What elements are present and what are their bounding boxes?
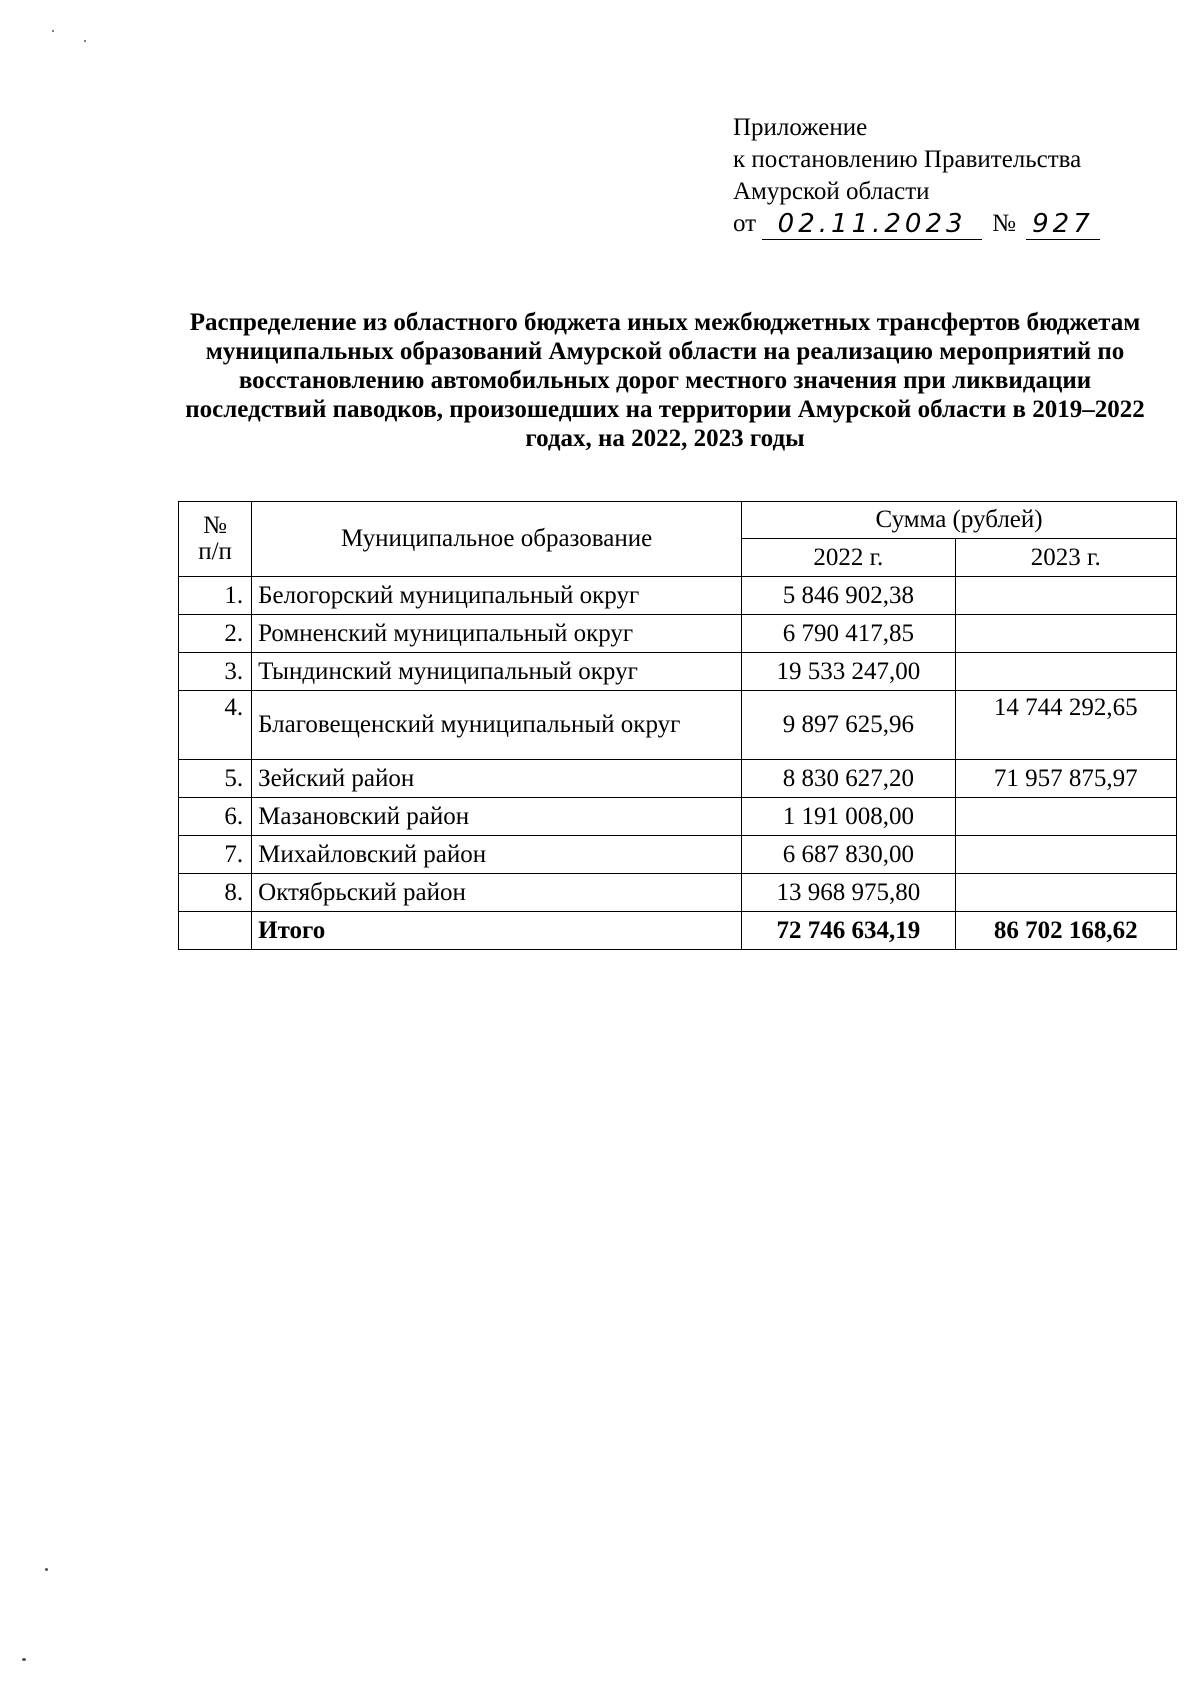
- appendix-line-2: к постановлению Правительства: [733, 146, 1082, 173]
- row-sum-2022: 6 687 830,00: [742, 836, 955, 874]
- row-sum-2022: 9 897 625,96: [742, 691, 955, 760]
- number-prefix: №: [992, 210, 1016, 237]
- row-municipality: Ромненский муниципальный округ: [252, 615, 742, 653]
- col-number-pp: п/п: [198, 538, 232, 565]
- row-number: 2.: [179, 615, 252, 653]
- row-municipality: Зейский район: [252, 760, 742, 798]
- row-sum-2023: [955, 874, 1176, 912]
- date-prefix: от: [733, 210, 757, 237]
- table-row: [179, 691, 1177, 760]
- row-number: 8.: [179, 874, 252, 912]
- row-sum-2022: 19 533 247,00: [742, 653, 955, 691]
- handwritten-date: 02.11.2023: [762, 209, 982, 240]
- document-title: Распределение из областного бюджета иных межбюджетных трансфертов бюджетам муниципальных образований Амурской области на реализацию мероприятий по восстановлению автомобильных дорог местного значения при ликвидации последствий паводков, произошедших на территории Амурской области в 2019–2022 годах, на 2022, 2023 годы: [185, 309, 1145, 452]
- row-sum-2023: [955, 836, 1176, 874]
- row-sum-2023: [955, 653, 1176, 691]
- table-row: [179, 653, 1177, 691]
- row-sum-2023: 71 957 875,97: [955, 760, 1176, 798]
- row-sum-2022: 5 846 902,38: [742, 577, 955, 615]
- table-row: [179, 798, 1177, 836]
- row-sum-2022: 6 790 417,85: [742, 615, 955, 653]
- row-sum-2022: 8 830 627,20: [742, 760, 955, 798]
- table-row: [179, 760, 1177, 798]
- handwritten-number: 927: [1026, 209, 1100, 240]
- row-number: 6.: [179, 798, 252, 836]
- table-row: [179, 874, 1177, 912]
- col-number-sign: №: [203, 512, 227, 539]
- total-number-cell: [179, 912, 252, 950]
- table-row: [179, 577, 1177, 615]
- table-row: [179, 836, 1177, 874]
- row-sum-2023: [955, 577, 1176, 615]
- row-number: 5.: [179, 760, 252, 798]
- row-sum-2023: [955, 798, 1176, 836]
- row-number: 4.: [179, 691, 252, 760]
- table-header: [179, 502, 1177, 577]
- distribution-table: [178, 501, 1177, 950]
- row-municipality: Михайловский район: [252, 836, 742, 874]
- total-sum-2023: 86 702 168,62: [955, 912, 1176, 950]
- row-number: 3.: [179, 653, 252, 691]
- appendix-date-number-line: [733, 208, 1100, 240]
- row-municipality: Мазановский район: [252, 798, 742, 836]
- table-row: [179, 615, 1177, 653]
- row-sum-2022: 13 968 975,80: [742, 874, 955, 912]
- row-sum-2023: 14 744 292,65: [955, 691, 1176, 760]
- row-sum-2023: [955, 615, 1176, 653]
- col-2022-header: 2022 г.: [742, 539, 955, 577]
- row-municipality: Октябрьский район: [252, 874, 742, 912]
- row-sum-2022: 1 191 008,00: [742, 798, 955, 836]
- appendix-line-1: Приложение: [733, 114, 868, 141]
- scan-speck: [84, 40, 86, 42]
- appendix-header: [733, 112, 1100, 240]
- row-number: 7.: [179, 836, 252, 874]
- scan-speck: [45, 1568, 48, 1571]
- appendix-line-3: Амурской области: [733, 178, 930, 205]
- scan-speck: [22, 1658, 26, 1661]
- col-number-header: [179, 502, 252, 577]
- row-municipality: Белогорский муниципальный округ: [252, 577, 742, 615]
- total-sum-2022: 72 746 634,19: [742, 912, 955, 950]
- total-label: Итого: [252, 912, 742, 950]
- col-2023-header: 2023 г.: [955, 539, 1176, 577]
- row-number: 1.: [179, 577, 252, 615]
- col-name-header: Муниципальное образование: [252, 502, 742, 577]
- table-total-row: [179, 912, 1177, 950]
- scan-speck: [52, 30, 54, 32]
- row-municipality: Тындинский муниципальный округ: [252, 653, 742, 691]
- col-sum-header: Сумма (рублей): [742, 502, 1177, 539]
- row-municipality: Благовещенский муниципальный округ: [252, 691, 742, 760]
